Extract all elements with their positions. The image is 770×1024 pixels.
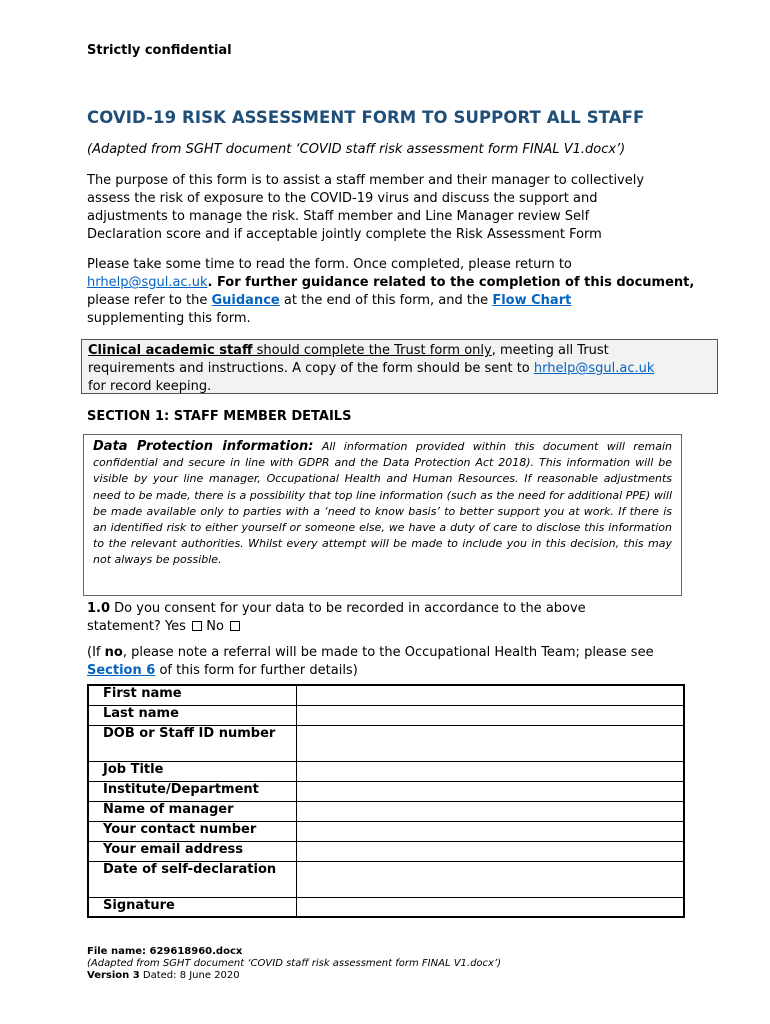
email-after-text: . For further guidance related to the completion of this document, xyxy=(207,275,695,290)
row-label: First name xyxy=(88,685,296,705)
referral-line-1 xyxy=(87,644,727,662)
table-row xyxy=(88,781,684,801)
row-label: Name of manager xyxy=(88,801,296,821)
clinical-line-2-text: requirements and instructions. A copy of the form should be sent to xyxy=(88,361,534,376)
table-row xyxy=(88,761,684,781)
job-title-field[interactable] xyxy=(296,761,684,781)
last-name-field[interactable] xyxy=(296,705,684,725)
first-name-field[interactable] xyxy=(296,685,684,705)
question-text: Do you consent for your data to be recorded in accordance to the above xyxy=(110,601,586,616)
referral-note xyxy=(87,644,727,680)
footer-version-line xyxy=(87,970,501,982)
consent-question xyxy=(87,600,717,636)
table-row xyxy=(88,821,684,841)
page-title: COVID-19 RISK ASSESSMENT FORM TO SUPPORT ALL STAFF xyxy=(87,108,645,127)
purpose-line: adjustments to manage the risk. Staff member and Line Manager review Self xyxy=(87,209,590,224)
table-row xyxy=(88,897,684,917)
guidance-link[interactable]: Guidance xyxy=(211,293,280,308)
table-row xyxy=(88,705,684,725)
clinical-line-2 xyxy=(88,360,711,378)
return-line: supplementing this form. xyxy=(87,311,251,326)
clinical-email-link[interactable]: hrhelp@sgul.ac.uk xyxy=(533,361,655,376)
purpose-line: The purpose of this form is to assist a staff member and their manager to collectively xyxy=(87,173,645,188)
row-label: Last name xyxy=(88,705,296,725)
purpose-line: assess the risk of exposure to the COVID-19 virus and discuss the support and xyxy=(87,191,598,206)
flow-chart-link[interactable]: Flow Chart xyxy=(492,293,572,308)
row-label: Institute/Department xyxy=(88,781,296,801)
consent-line-1 xyxy=(87,600,717,618)
section-1-heading: SECTION 1: STAFF MEMBER DETAILS xyxy=(87,409,352,424)
adapted-note: (Adapted from SGHT document ‘COVID staff risk assessment form FINAL V1.docx’) xyxy=(87,142,626,157)
contact-number-field[interactable] xyxy=(296,821,684,841)
table-row xyxy=(88,725,684,761)
staff-details-table xyxy=(87,684,685,918)
consent-line-2 xyxy=(87,618,717,636)
confidential-label: Strictly confidential xyxy=(87,43,232,58)
referral-line-2 xyxy=(87,662,727,680)
referral-suffix: of this form for further details) xyxy=(155,663,358,678)
row-label: Your contact number xyxy=(88,821,296,841)
clinical-line-1 xyxy=(88,342,711,360)
purpose-paragraph xyxy=(87,172,717,244)
data-protection-box xyxy=(83,434,682,596)
data-protection-text: All information provided within this document will remain confidential and secure in line with GDPR and the Data Protection Act 2018). This information will be visible by your line manager, Occupational Health and Human Resources. If reasonable adjustments need to be made, there is a possibility that top line information (such as the need for additional PPE) will be made available only to parties with a ‘need to know basis’ to better support you at work. If there is an identified risk to either yourself or someone else, we have a duty of care to disclose this information to the relevant authorities. Whilst every attempt will be made to include you in this decision, this may not always be possible. xyxy=(93,440,673,567)
consent-yes-checkbox[interactable] xyxy=(192,621,202,631)
refer-text: please refer to the xyxy=(87,293,212,308)
purpose-line: Declaration score and if acceptable jointly complete the Risk Assessment Form xyxy=(87,227,602,242)
clinical-rest: , meeting all Trust xyxy=(491,343,609,358)
row-label: Signature xyxy=(88,897,296,917)
footer-file-name: File name: 629618960.docx xyxy=(87,946,243,957)
clinical-underlined: should complete the Trust form only xyxy=(252,343,492,358)
mid-text: at the end of this form, and the xyxy=(279,293,493,308)
row-label: Job Title xyxy=(88,761,296,781)
referral-text: , please note a referral will be made to the Occupational Health Team; please see xyxy=(122,645,654,660)
return-paragraph xyxy=(87,256,717,328)
row-label: DOB or Staff ID number xyxy=(88,725,296,761)
table-row xyxy=(88,801,684,821)
email-address-field[interactable] xyxy=(296,841,684,861)
question-number: 1.0 xyxy=(87,601,111,616)
hrhelp-email-link[interactable]: hrhelp@sgul.ac.uk xyxy=(87,275,208,290)
footer-dated: Dated: 8 June 2020 xyxy=(139,970,240,981)
clinical-line-3: for record keeping. xyxy=(88,379,212,394)
table-row xyxy=(88,685,684,705)
footer-version: Version 3 xyxy=(87,970,140,981)
return-line: Please take some time to read the form. Once completed, please return to xyxy=(87,257,572,272)
table-row xyxy=(88,861,684,897)
section-6-link[interactable]: Section 6 xyxy=(87,663,156,678)
row-label: Your email address xyxy=(88,841,296,861)
table-row xyxy=(88,841,684,861)
clinical-academic-notice xyxy=(81,339,718,394)
data-protection-heading: Data Protection information: xyxy=(93,439,314,454)
footer-adapted-note: (Adapted from SGHT document ‘COVID staff risk assessment form FINAL V1.docx’) xyxy=(87,958,502,969)
dob-staff-id-field[interactable] xyxy=(296,725,684,761)
referral-prefix: (If xyxy=(87,645,105,660)
page-footer xyxy=(87,946,501,982)
row-label: Date of self-declaration xyxy=(88,861,296,897)
no-label: No xyxy=(202,619,229,634)
return-line-links xyxy=(87,292,717,310)
statement-yes-text: statement? Yes xyxy=(87,619,191,634)
self-declaration-date-field[interactable] xyxy=(296,861,684,897)
consent-no-checkbox[interactable] xyxy=(230,621,240,631)
signature-field[interactable] xyxy=(296,897,684,917)
manager-name-field[interactable] xyxy=(296,801,684,821)
institute-department-field[interactable] xyxy=(296,781,684,801)
referral-no: no xyxy=(104,645,123,660)
return-line-email xyxy=(87,274,717,292)
clinical-bold-label: Clinical academic staff xyxy=(88,343,253,358)
